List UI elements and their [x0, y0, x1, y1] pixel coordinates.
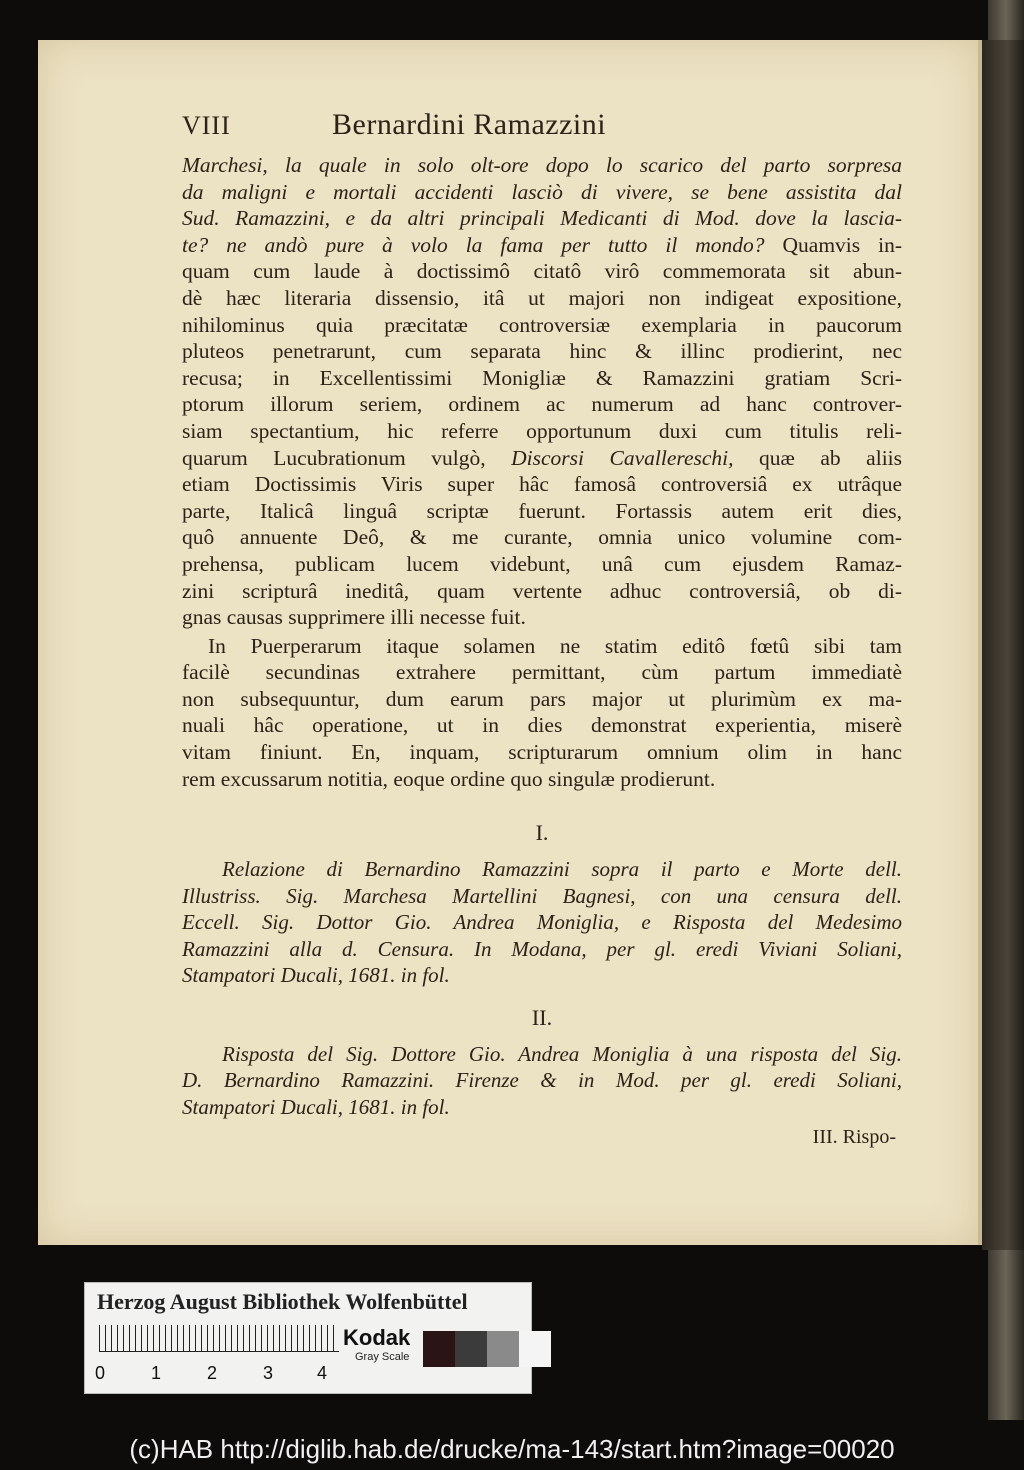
- gray-scale-label: Gray Scale: [355, 1351, 410, 1363]
- folio-number: VIII: [182, 111, 231, 140]
- text-segment: Discorsi Cavallereschi,: [511, 445, 734, 470]
- text-line: [182, 551, 902, 578]
- text-segment: da maligni e mortali accidenti lasciò di vivere, se bene assistita dal: [182, 179, 902, 204]
- text-line: [182, 471, 902, 498]
- running-head: Bernardini Ramazzini: [332, 108, 607, 141]
- text-segment: quæ ab aliis: [733, 445, 903, 470]
- gray-scale-swatches: [423, 1331, 551, 1367]
- text-segment: Quamvis in-: [764, 232, 902, 257]
- entry-line: Illustriss. Sig. Marchesa Martellini Bagnesi, con una censura dell.: [182, 883, 902, 908]
- text-segment: Sud. Ramazzini, e da altri principali Medicanti di Mod. dove la lascia-: [182, 206, 902, 231]
- page-text: [182, 108, 902, 1149]
- text-line: [182, 445, 902, 472]
- entry-line: Relazione di Bernardino Ramazzini sopra il parto e Morte dell.: [222, 857, 902, 882]
- gray-swatch: [519, 1331, 551, 1367]
- entry-line: Stampatori Ducali, 1681. in fol.: [182, 1094, 450, 1119]
- text-line: [182, 338, 902, 365]
- page-header: [182, 108, 902, 152]
- text-segment: quô annuente Deô, & me curante, omnia unico volumine com-: [182, 525, 902, 550]
- text-segment: facilè secundinas extrahere permittant, cùm partum immediatè: [182, 660, 902, 685]
- text-line: [182, 712, 902, 739]
- text-line: [182, 498, 902, 525]
- entry-line: Ramazzini alla d. Censura. In Modana, per gl. eredi Viviani Soliani,: [182, 936, 902, 961]
- text-line: [182, 205, 902, 232]
- library-name: Herzog August Bibliothek Wolfenbüttel: [97, 1289, 468, 1314]
- text-line: [182, 285, 902, 312]
- gray-swatch: [423, 1331, 455, 1367]
- copyright-footer: (c)HAB http://diglib.hab.de/drucke/ma-143/start.htm?image=00020: [129, 1434, 895, 1464]
- text-line: [182, 152, 902, 179]
- entry-line: Stampatori Ducali, 1681. in fol.: [182, 963, 450, 988]
- text-segment: recusa; in Excellentissimi Monigliæ & Ramazzini gratiam Scri-: [182, 365, 902, 390]
- entry-line: D. Bernardino Ramazzini. Firenze & in Mod. per gl. eredi Soliani,: [182, 1068, 902, 1093]
- entry-line: Eccell. Sig. Dottor Gio. Andrea Moniglia, e Risposta del Medesimo: [182, 910, 902, 935]
- text-segment: etiam Doctissimis Viris super hâc famosâ controversiâ ex utrâque: [182, 472, 902, 497]
- gray-swatch: [487, 1331, 519, 1367]
- text-segment: non subsequuntur, dum earum pars major ut plurimùm ex ma-: [182, 686, 902, 711]
- text-segment: vitam finiunt. En, inquam, scripturarum omnium olim in hanc: [182, 740, 902, 765]
- ruler-number: 2: [207, 1363, 218, 1383]
- text-line: [182, 524, 902, 551]
- text-line: [182, 633, 902, 660]
- text-line: [182, 604, 902, 631]
- text-line: [182, 739, 902, 766]
- text-line: [182, 391, 902, 418]
- text-line: [182, 365, 902, 392]
- text-segment: rem excussarum notitia, eoque ordine quo singulæ prodierunt.: [182, 766, 716, 791]
- text-segment: zini scripturâ ineditâ, quam vertente adhuc controversiâ, ob di-: [182, 578, 902, 603]
- scale-ruler: [99, 1325, 339, 1352]
- catchword: III. Rispo-: [812, 1126, 896, 1149]
- text-segment: In Puerperarum itaque solamen ne statim editô fœtû sibi tam: [208, 633, 902, 658]
- text-segment: pluteos penetrarunt, cum separata hinc & illinc prodierint, nec: [182, 339, 902, 364]
- text-segment: te? ne andò pure à volo la fama per tutto il mondo?: [182, 232, 765, 257]
- bibliography-entries: [182, 810, 902, 1120]
- ruler-number: 3: [263, 1363, 274, 1383]
- text-segment: nihilominus quia præcitatæ controversiæ exemplaria in paucorum: [182, 312, 902, 337]
- text-line: [182, 766, 902, 793]
- text-segment: parte, Italicâ linguâ scriptæ fuerunt. Fortassis autem erit dies,: [182, 498, 902, 523]
- text-segment: quam cum laude à doctissimô citatô virô commemorata sit abun-: [182, 259, 902, 284]
- ruler-number: 0: [95, 1363, 106, 1383]
- text-segment: quarum Lucubrationum vulgò,: [182, 445, 512, 470]
- text-segment: siam spectantium, hic referre opportunum duxi cum titulis reli-: [182, 418, 902, 443]
- ruler-number: 1: [151, 1363, 162, 1383]
- text-line: [182, 258, 902, 285]
- text-line: [182, 659, 902, 686]
- text-line: [182, 179, 902, 206]
- text-line: [182, 232, 902, 259]
- text-segment: prehensa, publicam lucem videbunt, unâ cum ejusdem Ramaz-: [182, 551, 902, 576]
- kodak-label: [343, 1325, 410, 1363]
- text-segment: gnas causas supprimere illi necesse fuit.: [182, 605, 526, 630]
- text-line: [182, 312, 902, 339]
- text-segment: ptorum illorum seriem, ordinem ac numerum ad hanc controver-: [182, 392, 902, 417]
- entry-line: Risposta del Sig. Dottore Gio. Andrea Moniglia à una risposta del Sig.: [222, 1041, 902, 1066]
- entry-numeral: I.: [535, 820, 549, 846]
- color-calibration-card: [84, 1282, 532, 1394]
- text-line: [182, 686, 902, 713]
- text-segment: dè hæc literaria dissensio, itâ ut majori non indigeat expositione,: [182, 285, 902, 310]
- gray-swatch: [455, 1331, 487, 1367]
- page-fore-edge: [982, 40, 1024, 1250]
- kodak-brand: Kodak: [343, 1325, 411, 1350]
- text-segment: Marchesi, la quale in solo olt-ore dopo lo scarico del parto sorpresa: [182, 153, 902, 177]
- text-segment: nuali hâc operatione, ut in dies demonstrat experientia, miserè: [182, 713, 902, 738]
- entry-numeral: II.: [531, 1004, 553, 1030]
- ruler-number: 4: [317, 1363, 328, 1383]
- text-line: [182, 578, 902, 605]
- body-text: [182, 152, 902, 792]
- text-line: [182, 418, 902, 445]
